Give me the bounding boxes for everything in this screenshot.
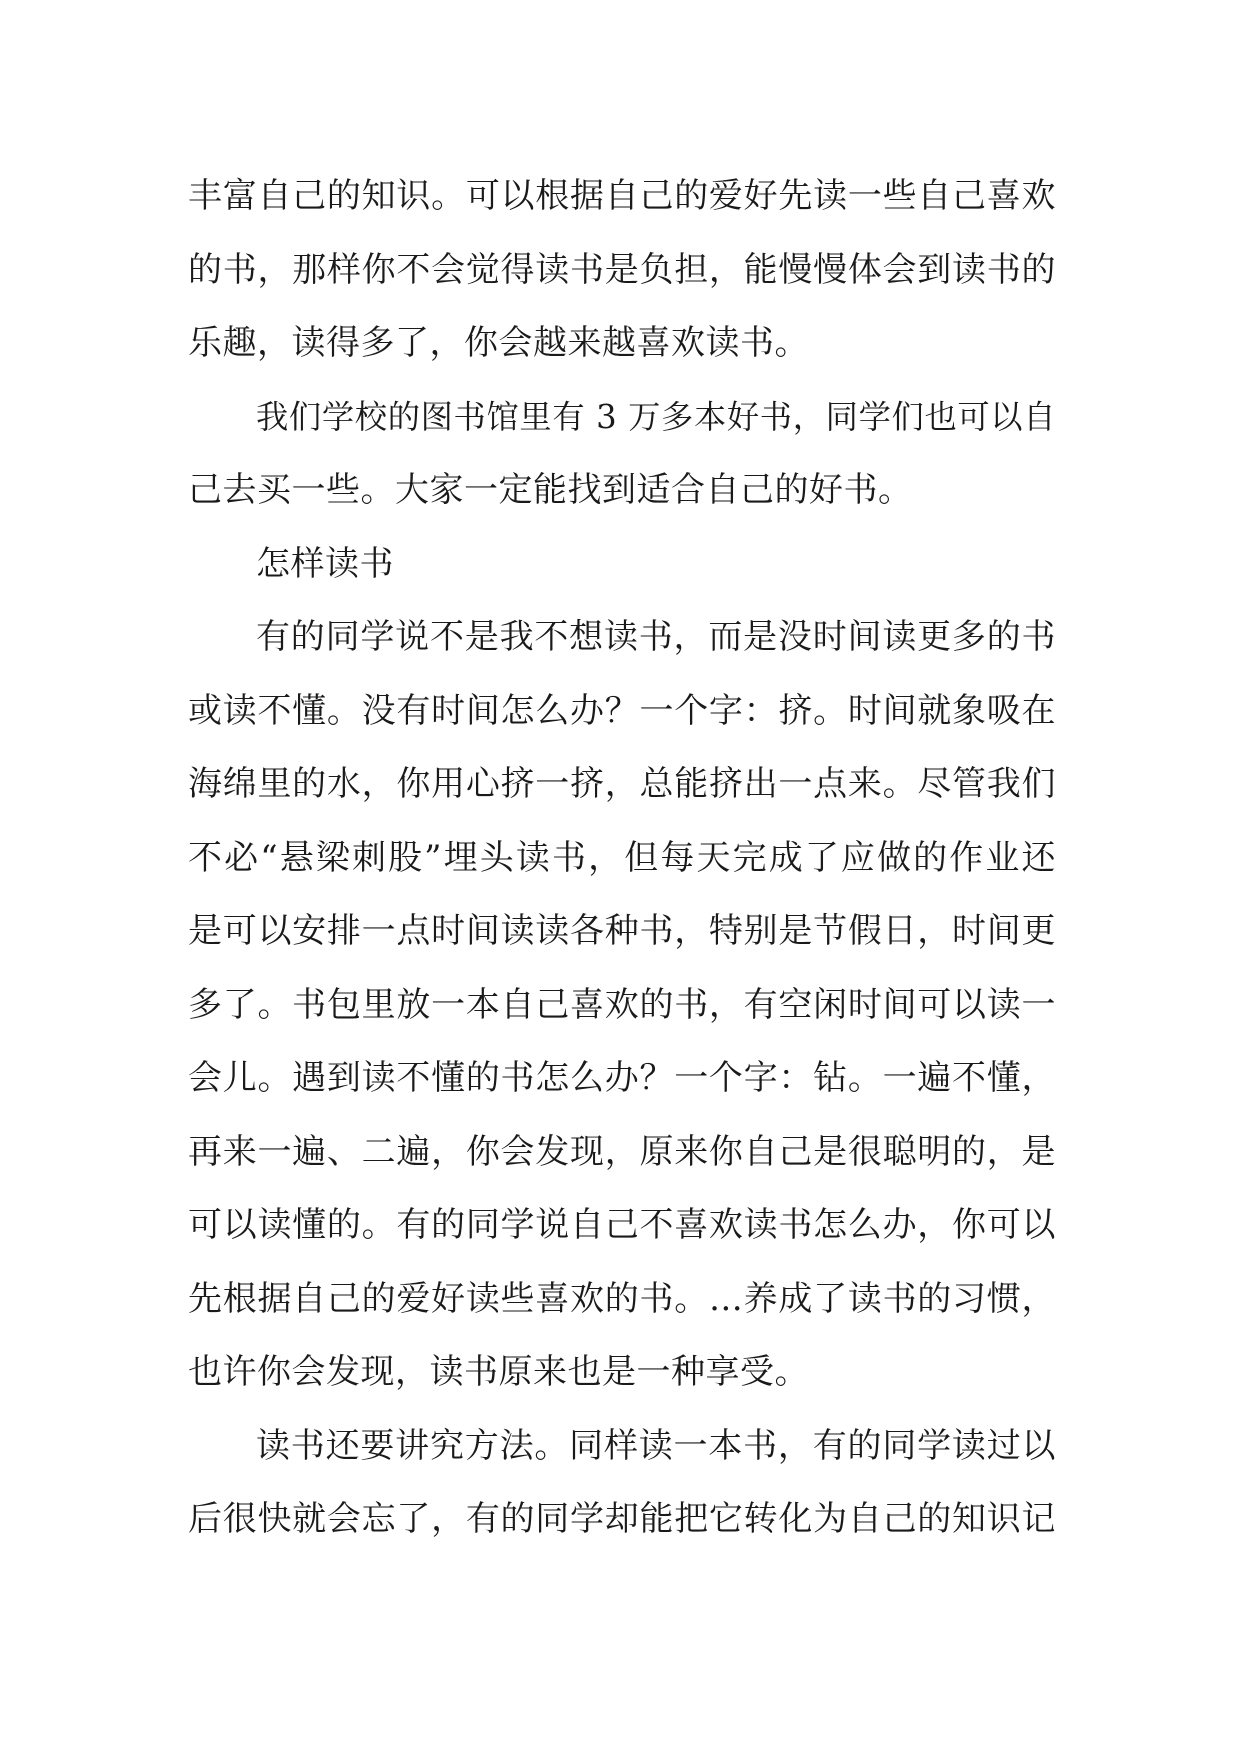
text-line: 后很快就会忘了，有的同学却能把它转化为自己的知识记 xyxy=(188,1499,1056,1539)
text-line: 先根据自己的爱好读些喜欢的书。…养成了读书的习惯， xyxy=(188,1278,1056,1319)
text-line: 己去买一些。大家一定能找到适合自己的好书。 xyxy=(188,470,913,510)
paragraph-2 xyxy=(188,381,1056,528)
text-line: 多了。书包里放一本自己喜欢的书，有空闲时间可以读一 xyxy=(188,984,1056,1025)
text-line: 有的同学说不是我不想读书，而是没时间读更多的书 xyxy=(256,617,1056,657)
text-line: 乐趣，读得多了，你会越来越喜欢读书。 xyxy=(188,323,809,363)
section-heading xyxy=(188,528,1056,602)
text-line: 会儿。遇到读不懂的书怎么办？一个字：钻。一遍不懂， xyxy=(188,1058,1056,1098)
text-line: 读书还要讲究方法。同样读一本书，有的同学读过以 xyxy=(256,1425,1056,1466)
text-line: 不必“悬梁刺股”埋头读书，但每天完成了应做的作业还 xyxy=(188,837,1056,878)
text-line: 可以读懂的。有的同学说自己不喜欢读书怎么办，你可以 xyxy=(188,1205,1056,1245)
document-body xyxy=(188,160,1056,1557)
text-line: 再来一遍、二遍，你会发现，原来你自己是很聪明的，是 xyxy=(188,1131,1056,1172)
paragraph-4 xyxy=(188,601,1056,1410)
paragraph-1 xyxy=(188,160,1056,381)
text-line: 或读不懂。没有时间怎么办？一个字：挤。时间就象吸在 xyxy=(188,690,1056,731)
text-line: 我们学校的图书馆里有 3 万多本好书，同学们也可以自 xyxy=(256,397,1056,436)
text-line: 海绵里的水，你用心挤一挤，总能挤出一点来。尽管我们 xyxy=(188,764,1056,804)
paragraph-5 xyxy=(188,1410,1056,1557)
text-line: 的书，那样你不会觉得读书是负担，能慢慢体会到读书的 xyxy=(188,249,1056,290)
text-line: 是可以安排一点时间读读各种书，特别是节假日，时间更 xyxy=(188,911,1056,951)
text-line: 也许你会发现，读书原来也是一种享受。 xyxy=(188,1352,809,1392)
section-heading-text: 怎样读书 xyxy=(256,543,394,584)
text-line: 丰富自己的知识。可以根据自己的爱好先读一些自己喜欢 xyxy=(188,176,1056,216)
